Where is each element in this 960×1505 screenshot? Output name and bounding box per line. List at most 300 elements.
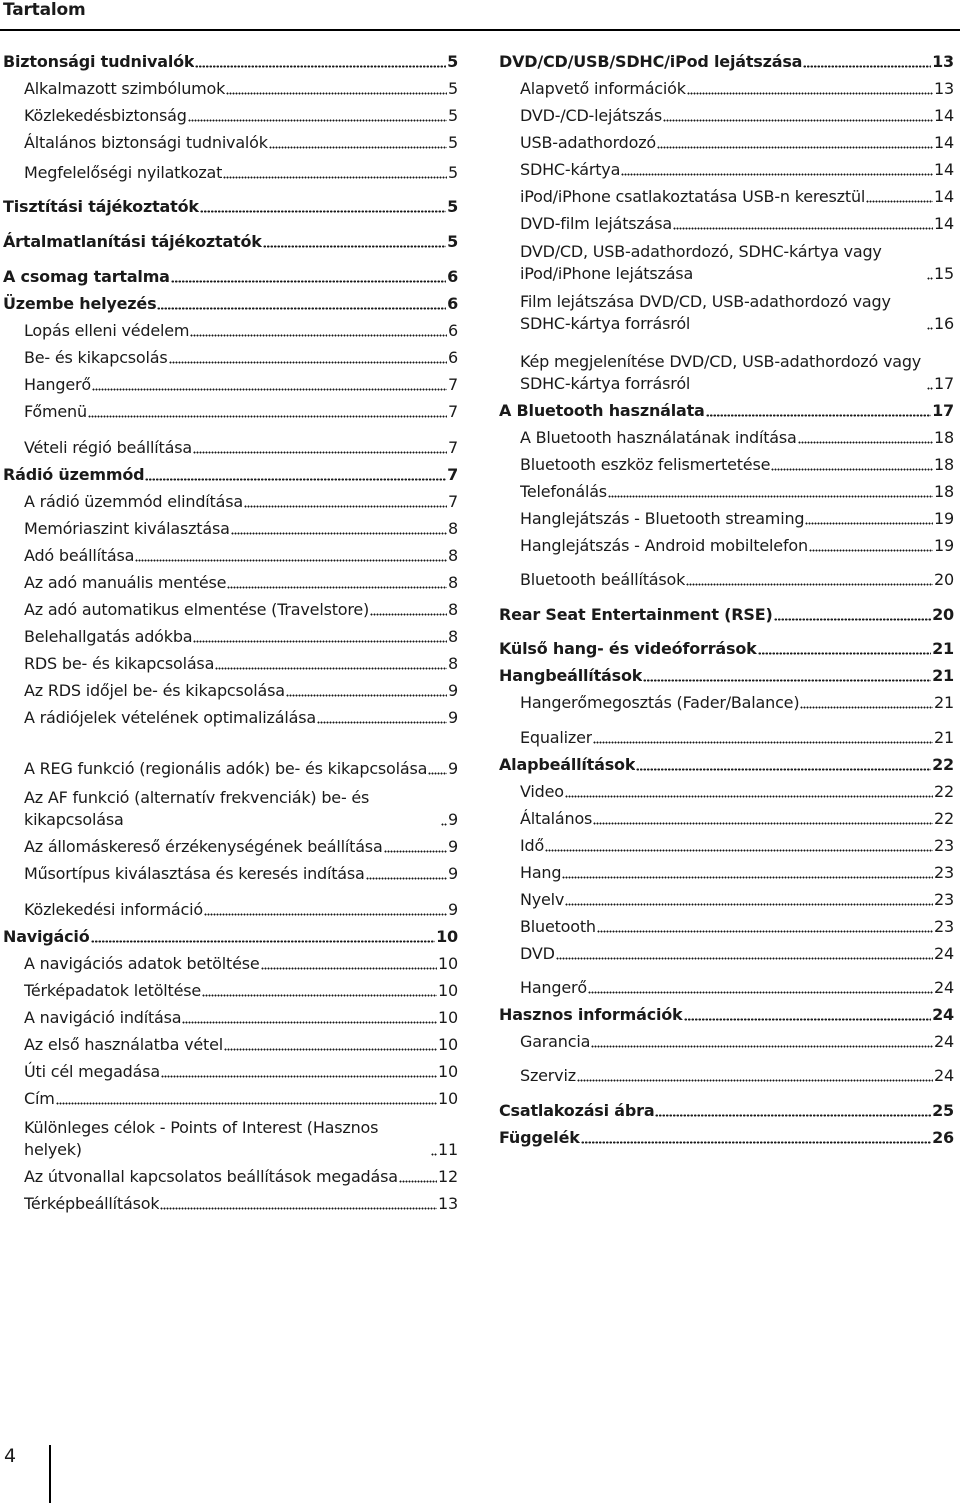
dot-leader (655, 1112, 931, 1117)
toc-subsection[interactable] (499, 830, 954, 857)
dot-leader (317, 719, 447, 724)
toc-page-number: 12 (438, 1167, 458, 1186)
toc-page-number: 22 (934, 809, 954, 828)
toc-entry-title: DVD (520, 944, 555, 963)
toc-entry-title: DVD/CD/USB/SDHC/iPod lejátszása (499, 52, 803, 71)
toc-page-number: 24 (934, 978, 954, 997)
dot-leader (227, 584, 447, 589)
toc-page-number: 5 (447, 232, 458, 251)
dot-leader (226, 90, 447, 95)
toc-entry-title: A navigációs adatok betöltése (24, 954, 260, 973)
dot-leader (56, 1100, 437, 1105)
toc-entry-title: Hanglejátszás - Bluetooth streaming (520, 509, 805, 528)
toc-page-number: 18 (934, 482, 954, 501)
toc-subsection[interactable] (499, 100, 954, 127)
toc-entry-title: Hangbeállítások (499, 666, 643, 685)
dot-leader (370, 611, 447, 616)
toc-section[interactable] (0, 46, 458, 73)
toc-entry-title: DVD-/CD-lejátszás (520, 106, 663, 125)
toc-entry-title: Rear Seat Entertainment (RSE) (499, 605, 773, 624)
toc-subsection[interactable] (499, 476, 954, 503)
toc-entry-title: Hangerőmegosztás (Fader/Balance) (520, 693, 800, 712)
toc-page-number: 24 (932, 1005, 954, 1024)
dot-leader (366, 875, 447, 880)
toc-column-right (499, 46, 954, 1149)
toc-page-number: 17 (934, 374, 954, 393)
toc-entry-title: Külső hang- és videóforrások (499, 639, 757, 658)
page-header (0, 0, 960, 31)
toc-entry-title: Alapbeállítások (499, 755, 636, 774)
toc-entry-title: Alapvető információk (520, 79, 686, 98)
dot-leader (643, 677, 931, 682)
toc-subsection[interactable] (499, 235, 954, 285)
dot-leader (169, 359, 448, 364)
toc-page-number: 7 (448, 438, 458, 457)
toc-page-number: 23 (934, 836, 954, 855)
dot-leader (190, 332, 447, 337)
dot-leader (182, 1019, 437, 1024)
toc-subsection[interactable] (0, 315, 458, 342)
dot-leader (200, 208, 446, 213)
toc-entry-title: Közlekedési információ (24, 900, 203, 919)
toc-page-number: 24 (934, 1032, 954, 1051)
toc-subsection[interactable] (499, 127, 954, 154)
page-number: 4 (4, 1445, 17, 1467)
toc-page-number: 13 (934, 79, 954, 98)
toc-entry-title: SDHC-kártya (520, 160, 621, 179)
toc-section[interactable] (0, 218, 458, 253)
toc-entry-title: Bluetooth eszköz felismertetése (520, 455, 771, 474)
toc-subsection[interactable] (499, 803, 954, 830)
toc-entry-title: Memóriaszint kiválasztása (24, 519, 230, 538)
toc-entry-title: Garancia (520, 1032, 591, 1051)
toc-entry-title: Adó beállítása (24, 546, 135, 565)
toc-subsection[interactable] (0, 486, 458, 513)
dot-leader (809, 547, 933, 552)
toc-page-number: 6 (447, 267, 458, 286)
toc-page-number: 26 (932, 1128, 954, 1147)
toc-subsection[interactable] (499, 714, 954, 749)
toc-entry-title: A csomag tartalma (3, 267, 170, 286)
toc-page-number: 14 (934, 106, 954, 125)
toc-page-number: 20 (934, 570, 954, 589)
dot-leader (621, 171, 933, 176)
toc-subsection[interactable] (0, 675, 458, 702)
toc-entry-title: Műsortípus kiválasztása és keresés indítása (24, 864, 365, 883)
toc-page-number: 8 (448, 519, 458, 538)
dot-leader (591, 1043, 933, 1048)
toc-page-number: 10 (438, 954, 458, 973)
dot-leader (562, 874, 933, 879)
toc-subsection[interactable] (499, 285, 954, 335)
toc-entry-title: Az állomáskereső érzékenységének beállítása (24, 837, 383, 856)
toc-entry-title: Szerviz (520, 1066, 576, 1085)
toc-page-number: 21 (934, 728, 954, 747)
toc-section[interactable] (0, 184, 458, 218)
toc-column-left (0, 46, 458, 1215)
toc-page-number: 5 (448, 79, 458, 98)
toc-subsection[interactable] (0, 648, 458, 675)
dot-leader (565, 901, 933, 906)
toc-entry-title: Lopás elleni védelem (24, 321, 190, 340)
toc-entry-title: A REG funkció (regionális adók) be- és kikapcsolása (24, 759, 428, 778)
toc-page-number: 20 (932, 605, 954, 624)
toc-entry-title: iPod/iPhone csatlakoztatása USB-n keresztül (520, 187, 866, 206)
toc-subsection[interactable] (499, 776, 954, 803)
toc-entry-title: Megfelelőségi nyilatkozat (24, 163, 223, 182)
dot-leader (556, 955, 933, 960)
dot-leader (91, 938, 436, 943)
toc-entry-title: Hasznos információk (499, 1005, 683, 1024)
toc-page-number: 8 (448, 600, 458, 619)
toc-subsection[interactable] (499, 938, 954, 965)
toc-page-number: 10 (436, 927, 458, 946)
dot-leader (565, 793, 933, 798)
toc-subsection[interactable] (499, 857, 954, 884)
toc-entry-title: Bluetooth beállítások (520, 570, 686, 589)
dot-leader (161, 1073, 437, 1078)
dot-leader (263, 243, 446, 248)
toc-section[interactable] (0, 253, 458, 288)
toc-subsection[interactable] (499, 1053, 954, 1087)
toc-subsection[interactable] (0, 567, 458, 594)
dot-leader (160, 1205, 437, 1210)
toc-subsection[interactable] (0, 1002, 458, 1029)
toc-page-number: 25 (932, 1101, 954, 1120)
toc-entry-title: Hangerő (24, 375, 91, 394)
toc-subsection[interactable] (499, 422, 954, 449)
dot-leader (686, 581, 933, 586)
dot-leader (800, 704, 933, 709)
toc-subsection[interactable] (0, 858, 458, 885)
toc-subsection[interactable] (0, 594, 458, 621)
toc-subsection[interactable] (0, 975, 458, 1002)
toc-entry-title: Általános biztonsági tudnivalók (24, 133, 268, 152)
dot-leader (597, 928, 933, 933)
toc-entry-title: Főmenü (24, 402, 87, 421)
toc-page-number: 9 (448, 759, 458, 778)
toc-section[interactable] (499, 46, 954, 73)
toc-section[interactable] (499, 591, 954, 626)
footer-rule (49, 1445, 51, 1503)
toc-subsection[interactable] (0, 154, 458, 184)
toc-page-number: 10 (438, 981, 458, 1000)
toc-entry-title: Hangerő (520, 978, 587, 997)
dot-leader (803, 63, 931, 68)
toc-section[interactable] (0, 459, 458, 486)
toc-page-number: 5 (448, 106, 458, 125)
toc-page-number: 21 (934, 693, 954, 712)
toc-section[interactable] (499, 999, 954, 1026)
toc-entry-title: A Bluetooth használatának indítása (520, 428, 797, 447)
toc-page-number: 9 (448, 837, 458, 856)
toc-subsection[interactable] (499, 181, 954, 208)
toc-page-number: 6 (447, 294, 458, 313)
toc-page-number: 23 (934, 863, 954, 882)
dot-leader (269, 144, 447, 149)
toc-page-number: 5 (447, 52, 458, 71)
dot-leader (188, 117, 447, 122)
toc-page-number: 18 (934, 455, 954, 474)
toc-subsection[interactable] (0, 1161, 458, 1188)
toc-page-number: 8 (448, 546, 458, 565)
toc-page-number: 19 (934, 509, 954, 528)
toc-entry-title: Vételi régió beállítása (24, 438, 192, 457)
toc-entry-title: Térképadatok letöltése (24, 981, 202, 1000)
toc-page-number: 18 (934, 428, 954, 447)
dot-leader (577, 1077, 933, 1082)
toc-subsection[interactable] (0, 1056, 458, 1083)
toc-page-number: 5 (448, 163, 458, 182)
toc-entry-title: Tisztítási tájékoztatók (3, 197, 199, 216)
toc-page-number: 9 (448, 810, 458, 829)
toc-entry-title: Hang (520, 863, 562, 882)
dot-leader (286, 692, 447, 697)
dot-leader (657, 144, 933, 149)
toc-subsection[interactable] (0, 1083, 458, 1110)
toc-page-number: 9 (448, 708, 458, 727)
toc-subsection[interactable] (0, 1188, 458, 1215)
toc-page-number: 14 (934, 133, 954, 152)
toc-entry-title: Különleges célok - Points of Interest (Hasznos helyek) (24, 1118, 379, 1159)
toc-subsection[interactable] (0, 621, 458, 648)
toc-page-number: 9 (448, 681, 458, 700)
toc-page-number: 11 (438, 1140, 458, 1159)
dot-leader (927, 385, 933, 390)
toc-entry-title: A rádiójelek vételének optimalizálása (24, 708, 316, 727)
toc-section[interactable] (499, 1087, 954, 1122)
dot-leader (687, 90, 933, 95)
dot-leader (231, 530, 447, 535)
toc-entry-title: Általános (520, 809, 593, 828)
toc-page-number: 6 (448, 348, 458, 367)
dot-leader (384, 848, 447, 853)
toc-entry-title: Alkalmazott szimbólumok (24, 79, 226, 98)
dot-leader (805, 520, 933, 525)
toc-entry-title: Ártalmatlanítási tájékoztatók (3, 232, 262, 251)
toc-subsection[interactable] (499, 884, 954, 911)
toc-subsection[interactable] (0, 127, 458, 154)
toc-entry-title: Csatlakozási ábra (499, 1101, 655, 1120)
dot-leader (193, 638, 447, 643)
toc-entry-title: A navigáció indítása (24, 1008, 182, 1027)
dot-leader (545, 847, 933, 852)
dot-leader (431, 1151, 437, 1156)
toc-entry-title: Az RDS időjel be- és kikapcsolása (24, 681, 285, 700)
dot-leader (798, 439, 933, 444)
toc-section[interactable] (499, 1122, 954, 1149)
toc-entry-title: Az AF funkció (alternatív frekvenciák) be- és kikapcsolása (24, 788, 370, 829)
toc-subsection[interactable] (499, 503, 954, 530)
toc-section[interactable] (499, 660, 954, 687)
dot-leader (145, 476, 446, 481)
toc-page-number: 7 (447, 465, 458, 484)
dot-leader (663, 117, 933, 122)
dot-leader (771, 466, 933, 471)
toc-entry-title: Bluetooth (520, 917, 596, 936)
toc-page-number: 10 (438, 1008, 458, 1027)
toc-page-number: 8 (448, 654, 458, 673)
dot-leader (88, 413, 447, 418)
toc-subsection[interactable] (0, 423, 458, 459)
dot-leader (758, 650, 932, 655)
toc-entry-title: Úti cél megadása (24, 1062, 160, 1081)
dot-leader (593, 739, 933, 744)
toc-page-number: 23 (934, 917, 954, 936)
toc-entry-title: Függelék (499, 1128, 580, 1147)
toc-subsection[interactable] (499, 1026, 954, 1053)
toc-subsection[interactable] (0, 702, 458, 729)
dot-leader (224, 1046, 437, 1051)
toc-page-number: 14 (934, 214, 954, 233)
toc-subsection[interactable] (0, 540, 458, 567)
toc-entry-title: Film lejátszása DVD/CD, USB-adathordozó vagy SDHC-kártya forrásról (520, 292, 891, 333)
toc-entry-title: RDS be- és kikapcsolása (24, 654, 215, 673)
toc-subsection[interactable] (0, 513, 458, 540)
toc-page-number: 7 (448, 375, 458, 394)
dot-leader (673, 225, 933, 230)
toc-subsection[interactable] (0, 948, 458, 975)
toc-subsection[interactable] (499, 154, 954, 181)
toc-subsection[interactable] (0, 100, 458, 127)
toc-entry-title: Navigáció (3, 927, 90, 946)
toc-subsection[interactable] (0, 885, 458, 921)
toc-subsection[interactable] (0, 1110, 458, 1161)
dot-leader (399, 1178, 437, 1183)
toc-entry-title: Biztonsági tudnivalók (3, 52, 195, 71)
toc-section[interactable] (499, 626, 954, 660)
toc-page-number: 10 (438, 1062, 458, 1081)
dot-leader (195, 63, 446, 68)
toc-entry-title: USB-adathordozó (520, 133, 657, 152)
toc-entry-title: Kép megjelenítése DVD/CD, USB-adathordozó vagy SDHC-kártya forrásról (520, 352, 922, 393)
dot-leader (588, 989, 933, 994)
toc-entry-title: Be- és kikapcsolás (24, 348, 168, 367)
dot-leader (774, 616, 932, 621)
toc-entry-title: Idő (520, 836, 545, 855)
toc-page-number: 22 (934, 782, 954, 801)
dot-leader (636, 766, 931, 771)
dot-leader (244, 503, 447, 508)
toc-subsection[interactable] (499, 208, 954, 235)
toc-subsection[interactable] (499, 965, 954, 999)
dot-leader (157, 305, 446, 310)
toc-subsection[interactable] (499, 449, 954, 476)
toc-page-number: 6 (448, 321, 458, 340)
toc-page-number: 16 (934, 314, 954, 333)
dot-leader (927, 275, 933, 280)
toc-entry-title: DVD-film lejátszása (520, 214, 672, 233)
toc-entry-title: Video (520, 782, 564, 801)
toc-page-number: 8 (448, 573, 458, 592)
toc-page-number: 19 (934, 536, 954, 555)
toc-subsection[interactable] (0, 780, 458, 831)
toc-subsection[interactable] (499, 911, 954, 938)
dot-leader (581, 1139, 931, 1144)
toc-entry-title: Rádió üzemmód (3, 465, 145, 484)
dot-leader (441, 821, 447, 826)
toc-subsection[interactable] (0, 369, 458, 396)
toc-page-number: 9 (448, 864, 458, 883)
toc-entry-title: Térképbeállítások (24, 1194, 160, 1213)
toc-page-number: 10 (438, 1089, 458, 1108)
toc-section[interactable] (499, 395, 954, 422)
toc-entry-title: Közlekedésbiztonság (24, 106, 187, 125)
toc-page-number: 5 (447, 197, 458, 216)
dot-leader (171, 278, 446, 283)
toc-entry-title: A rádió üzemmód elindítása (24, 492, 243, 511)
toc-subsection[interactable] (0, 831, 458, 858)
toc-subsection[interactable] (0, 729, 458, 780)
toc-section[interactable] (499, 749, 954, 776)
dot-leader (92, 386, 447, 391)
toc-page-number: 8 (448, 627, 458, 646)
toc-section[interactable] (0, 921, 458, 948)
toc-subsection[interactable] (0, 73, 458, 100)
toc-subsection[interactable] (499, 73, 954, 100)
toc-entry-title: Hanglejátszás - Android mobiltelefon (520, 536, 808, 555)
toc-page-number: 5 (448, 133, 458, 152)
toc-entry-title: Üzembe helyezés (3, 294, 157, 313)
toc-entry-title: Equalizer (520, 728, 593, 747)
dot-leader (135, 557, 447, 562)
toc-section[interactable] (0, 288, 458, 315)
dot-leader (204, 911, 447, 916)
toc-subsection[interactable] (499, 335, 954, 395)
toc-page-number: 17 (932, 401, 954, 420)
toc-page-number: 15 (934, 264, 954, 283)
toc-page-number: 24 (934, 1066, 954, 1085)
dot-leader (866, 198, 933, 203)
toc-page-number: 14 (934, 160, 954, 179)
toc-page-number: 23 (934, 890, 954, 909)
toc-entry-title: Az adó manuális mentése (24, 573, 227, 592)
toc-page-number: 7 (448, 492, 458, 511)
dot-leader (927, 325, 933, 330)
dot-leader (706, 412, 931, 417)
dot-leader (593, 820, 933, 825)
dot-leader (193, 449, 447, 454)
dot-leader (684, 1016, 932, 1021)
toc-page-number: 22 (932, 755, 954, 774)
toc-page-number: 14 (934, 187, 954, 206)
dot-leader (261, 965, 438, 970)
toc-entry-title: A Bluetooth használata (499, 401, 705, 420)
toc-entry-title: Nyelv (520, 890, 565, 909)
toc-entry-title: Az útvonallal kapcsolatos beállítások megadása (24, 1167, 398, 1186)
toc-subsection[interactable] (0, 396, 458, 423)
toc-subsection[interactable] (0, 1029, 458, 1056)
page-title: Tartalom (3, 0, 86, 20)
toc-entry-title: Az első használatba vétel (24, 1035, 224, 1054)
dot-leader (608, 493, 933, 498)
toc-subsection[interactable] (499, 530, 954, 557)
toc-page-number: 9 (448, 900, 458, 919)
dot-leader (202, 992, 437, 997)
toc-entry-title: Belehallgatás adókba (24, 627, 193, 646)
toc-page-number: 24 (934, 944, 954, 963)
dot-leader (223, 174, 447, 179)
dot-leader (215, 665, 447, 670)
toc-page-number: 21 (932, 666, 954, 685)
toc-subsection[interactable] (0, 342, 458, 369)
header-rule (0, 29, 960, 31)
toc-subsection[interactable] (499, 687, 954, 714)
toc-entry-title: Telefonálás (520, 482, 607, 501)
toc-subsection[interactable] (499, 557, 954, 591)
toc-entry-title: DVD/CD, USB-adathordozó, SDHC-kártya vagy iPod/iPhone lejátszása (520, 242, 882, 283)
toc-page-number: 10 (438, 1035, 458, 1054)
